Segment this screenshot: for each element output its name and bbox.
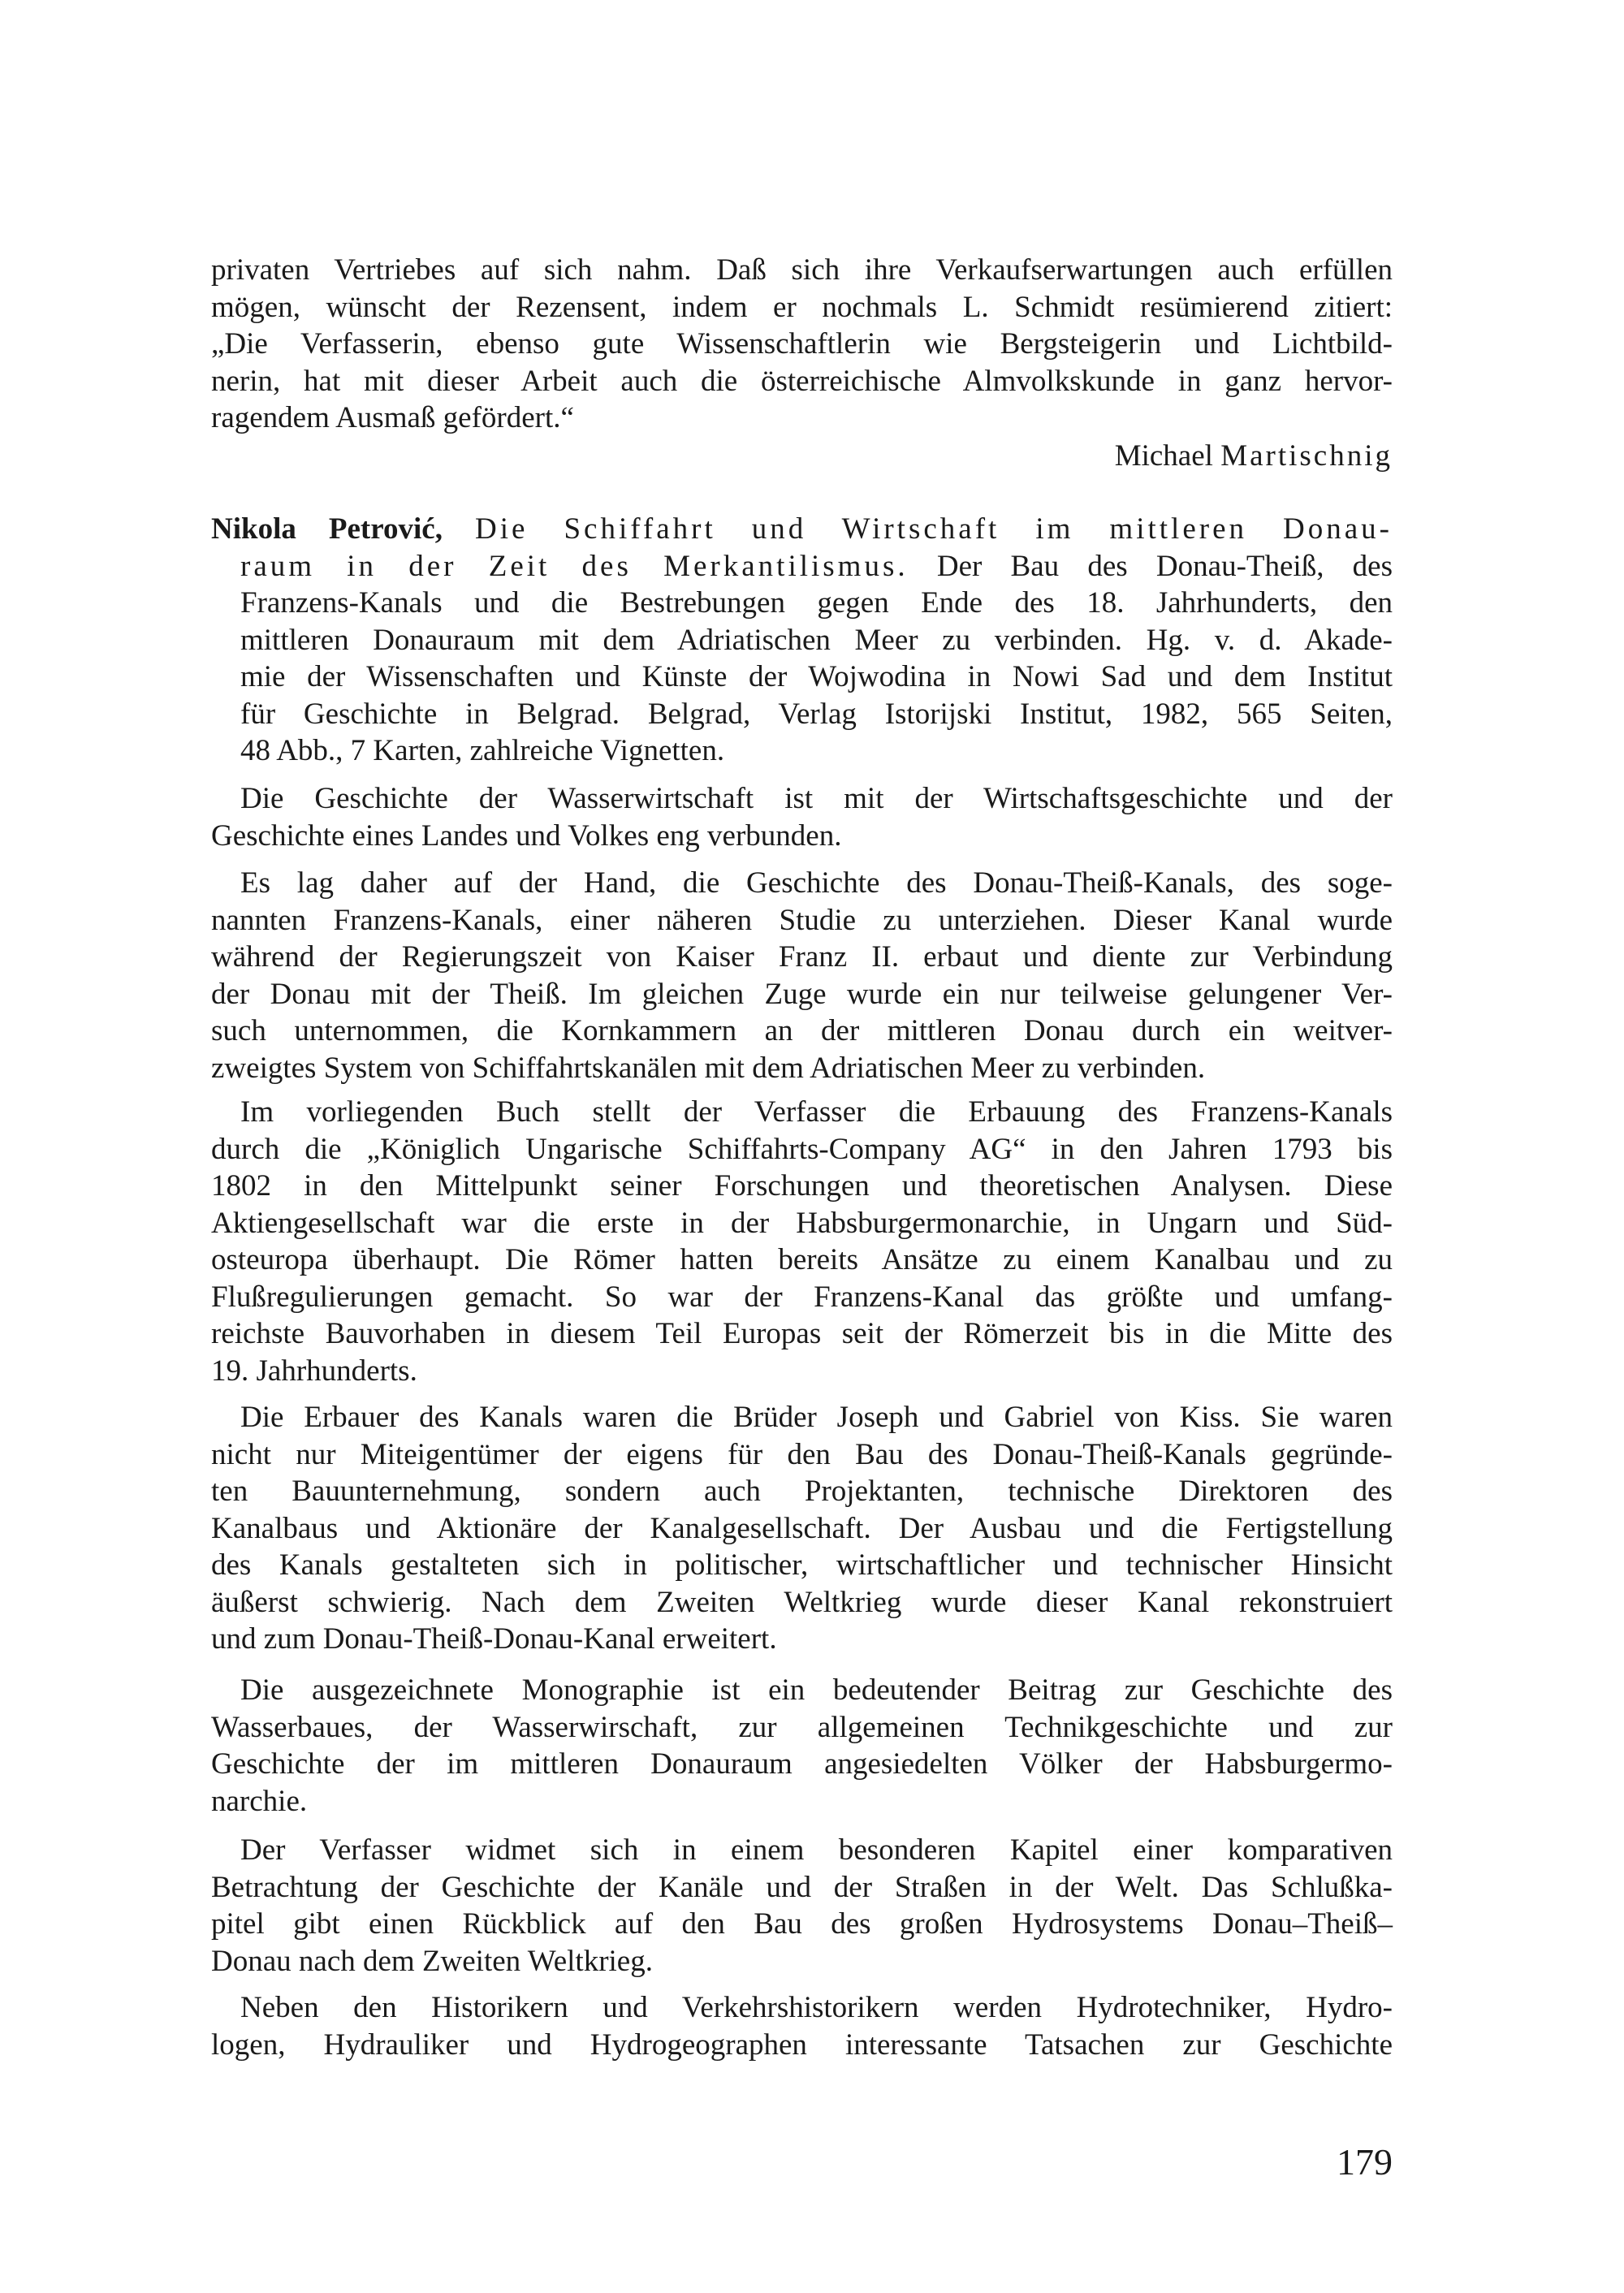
citation-subtitle: Der Bau des Donau-Theiß, des: [936, 549, 1393, 583]
text-line: pitel gibt einen Rückblick auf den Bau des großen Hydrosystems Donau–Theiß–: [211, 1907, 1393, 1941]
citation-title-cont: raum in der Zeit des Merkantilismus.: [240, 549, 909, 583]
text-line: nerin, hat mit dieser Arbeit auch die österreichische Almvolkskunde in ganz hervor-: [211, 364, 1393, 398]
text-line: mögen, wünscht der Rezensent, indem er nochmals L. Schmidt resümierend zitiert:: [211, 290, 1393, 324]
text-line: Wasserbaues, der Wasserwirschaft, zur allgemeinen Technikgeschichte und zur: [211, 1710, 1393, 1744]
text-line: äußerst schwierig. Nach dem Zweiten Weltkrieg wurde dieser Kanal rekonstruiert: [211, 1585, 1393, 1619]
text-line: ten Bauunternehmung, sondern auch Projektanten, technische Direktoren des: [211, 1475, 1393, 1508]
text-line: narchie.: [211, 1784, 308, 1818]
citation-author: Nikola Petrović,: [211, 512, 443, 546]
body-paragraph: [211, 1832, 1393, 1980]
text-line: reichste Bauvorhaben in diesem Teil Europas seit der Römerzeit bis in die Mitte des: [211, 1317, 1393, 1350]
reviewer-signature: [1115, 438, 1393, 475]
text-line: Kanalbaus und Aktionäre der Kanalgesellschaft. Der Ausbau und die Fertigstellung: [211, 1511, 1393, 1545]
text-line: Im vorliegenden Buch stellt der Verfasser die Erbauung des Franzens-Kanals: [240, 1095, 1393, 1129]
text-line: Flußregulierungen gemacht. So war der Franzens-Kanal das größte und umfang-: [211, 1280, 1393, 1314]
signature-last-name: Martischnig: [1220, 439, 1393, 473]
signature-first-name: Michael: [1114, 439, 1213, 473]
text-line: osteuropa überhaupt. Die Römer hatten bereits Ansätze zu einem Kanalbau und zu: [211, 1243, 1393, 1276]
book-citation: [211, 511, 1393, 770]
text-line: Donau nach dem Zweiten Weltkrieg.: [211, 1944, 653, 1978]
text-line: Die Geschichte der Wasserwirtschaft ist mit der Wirtschaftsgeschichte und der: [240, 782, 1393, 815]
text-line: Es lag daher auf der Hand, die Geschichte des Donau-Theiß-Kanals, des soge-: [240, 866, 1393, 900]
text-line: Geschichte eines Landes und Volkes eng verbunden.: [211, 818, 842, 853]
body-paragraph: [211, 865, 1393, 1086]
text-line: privaten Vertriebes auf sich nahm. Daß sich ihre Verkaufserwartungen auch erfüllen: [211, 253, 1393, 287]
citation-title: Die Schiffahrt und Wirtschaft im mittleren Donau-: [475, 512, 1393, 546]
text-line: mie der Wissenschaften und Künste der Wojwodina in Nowi Sad und dem Institut: [240, 660, 1393, 693]
text-line: Franzens-Kanals und die Bestrebungen gegen Ende des 18. Jahrhunderts, den: [240, 586, 1393, 620]
page-number: 179: [1337, 2141, 1393, 2183]
text-line: Der Verfasser widmet sich in einem besonderen Kapitel einer komparativen: [240, 1833, 1393, 1867]
text-line: ragendem Ausmaß gefördert.“: [211, 401, 574, 434]
text-line: der Donau mit der Theiß. Im gleichen Zuge wurde ein nur teilweise gelungener Ver-: [211, 977, 1393, 1011]
text-line: Betrachtung der Geschichte der Kanäle und der Straßen in der Welt. Das Schlußka-: [211, 1870, 1393, 1904]
text-line: logen, Hydrauliker und Hydrogeographen interessante Tatsachen zur Geschichte: [211, 2027, 1393, 2062]
body-paragraph: [211, 1094, 1393, 1389]
citation-line: [211, 511, 1393, 548]
text-line: Neben den Historikern und Verkehrshistorikern werden Hydrotechniker, Hydro-: [240, 1991, 1393, 2024]
text-line: Aktiengesellschaft war die erste in der Habsburgermonarchie, in Ungarn und Süd-: [211, 1206, 1393, 1240]
text-line: such unternommen, die Kornkammern an der mittleren Donau durch ein weitver-: [211, 1014, 1393, 1047]
text-line: nannten Franzens-Kanals, einer näheren Studie zu unterziehen. Dieser Kanal wurde: [211, 903, 1393, 937]
body-paragraph: [211, 1989, 1393, 2063]
text-line: zweigtes System von Schiffahrtskanälen mit dem Adriatischen Meer zu verbinden.: [211, 1051, 1206, 1085]
intro-paragraph: [211, 252, 1393, 437]
body-paragraph: [211, 780, 1393, 854]
text-line: mittleren Donauraum mit dem Adriatischen Meer zu verbinden. Hg. v. d. Akade-: [240, 623, 1393, 657]
text-line: 19. Jahrhunderts.: [211, 1354, 417, 1388]
text-line: nicht nur Miteigentümer der eigens für den Bau des Donau-Theiß-Kanals gegründe-: [211, 1437, 1393, 1471]
text-line: 1802 in den Mittelpunkt seiner Forschungen und theoretischen Analysen. Diese: [211, 1169, 1393, 1203]
text-line: 48 Abb., 7 Karten, zahlreiche Vignetten.: [240, 734, 725, 767]
text-line: während der Regierungszeit von Kaiser Franz II. erbaut und diente zur Verbindung: [211, 940, 1393, 974]
text-line: für Geschichte in Belgrad. Belgrad, Verlag Istorijski Institut, 1982, 565 Seiten,: [240, 697, 1393, 731]
text-line: Geschichte der im mittleren Donauraum angesiedelten Völker der Habsburgermo-: [211, 1747, 1393, 1781]
body-paragraph: [211, 1672, 1393, 1820]
text-line: Die Erbauer des Kanals waren die Brüder Joseph und Gabriel von Kiss. Sie waren: [240, 1401, 1393, 1434]
text-line: durch die „Königlich Ungarische Schiffahrts-Company AG“ in den Jahren 1793 bis: [211, 1132, 1393, 1166]
text-line: „Die Verfasserin, ebenso gute Wissenschaftlerin wie Bergsteigerin und Lichtbild-: [211, 327, 1393, 361]
text-line: und zum Donau-Theiß-Donau-Kanal erweitert.: [211, 1622, 777, 1656]
body-paragraph: [211, 1399, 1393, 1658]
citation-line: [211, 548, 1393, 585]
text-line: des Kanals gestalteten sich in politischer, wirtschaftlicher und technischer Hinsicht: [211, 1548, 1393, 1582]
text-line: Die ausgezeichnete Monographie ist ein bedeutender Beitrag zur Geschichte des: [240, 1673, 1393, 1707]
